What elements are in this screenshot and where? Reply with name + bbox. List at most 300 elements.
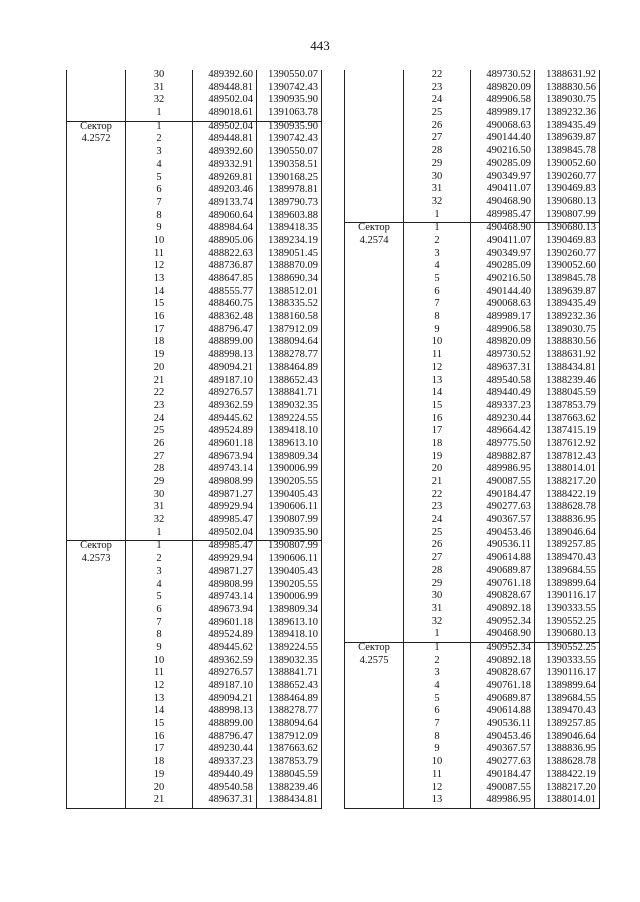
sector-cell	[345, 515, 404, 528]
x-coordinate-cell: 488736.87	[193, 261, 257, 274]
sector-cell	[345, 363, 404, 376]
y-coordinate-cell: 1391063.78	[257, 108, 322, 121]
x-coordinate-cell: 489637.31	[193, 795, 257, 808]
table-row	[67, 108, 322, 121]
y-coordinate-cell: 1388278.77	[257, 350, 322, 363]
point-number-cell: 10	[404, 337, 471, 350]
x-coordinate-cell: 489601.18	[193, 439, 257, 452]
x-coordinate-cell: 490184.47	[471, 490, 535, 503]
point-number-cell: 14	[126, 706, 193, 719]
point-number-cell: 24	[404, 95, 471, 108]
x-coordinate-cell: 489986.95	[471, 795, 535, 808]
x-coordinate-cell: 490761.18	[471, 579, 535, 592]
y-coordinate-cell: 1390405.43	[257, 490, 322, 503]
x-coordinate-cell: 490068.63	[471, 299, 535, 312]
point-number-cell: 5	[404, 694, 471, 707]
point-number-cell: 10	[126, 236, 193, 249]
page-number: 443	[310, 38, 330, 53]
x-coordinate-cell: 489540.58	[471, 376, 535, 389]
y-coordinate-cell: 1388652.43	[257, 681, 322, 694]
sector-cell	[67, 337, 126, 350]
y-coordinate-cell: 1389603.88	[257, 211, 322, 224]
x-coordinate-cell: 490614.88	[471, 706, 535, 719]
point-number-cell: 8	[404, 732, 471, 745]
x-coordinate-cell: 490689.87	[471, 694, 535, 707]
x-coordinate-cell: 490277.63	[471, 757, 535, 770]
table-row	[345, 388, 600, 401]
point-number-cell: 26	[404, 121, 471, 134]
table-row	[345, 159, 600, 172]
point-number-cell: 32	[126, 95, 193, 108]
table-row	[67, 770, 322, 783]
y-coordinate-cell: 1388830.56	[535, 83, 600, 96]
point-number-cell: 9	[126, 223, 193, 236]
sector-cell	[345, 95, 404, 108]
x-coordinate-cell: 490285.09	[471, 261, 535, 274]
y-coordinate-cell: 1388014.01	[535, 795, 600, 808]
sector-cell	[67, 261, 126, 274]
y-coordinate-cell: 1388836.95	[535, 744, 600, 757]
point-number-cell: 23	[404, 502, 471, 515]
point-number-cell: 26	[126, 439, 193, 452]
x-coordinate-cell: 489985.47	[193, 515, 257, 528]
y-coordinate-cell: 1388836.95	[535, 515, 600, 528]
x-coordinate-cell: 490087.55	[471, 783, 535, 796]
sector-cell	[67, 668, 126, 681]
sector-cell	[345, 210, 404, 223]
point-number-cell: 17	[126, 325, 193, 338]
point-number-cell: 30	[126, 490, 193, 503]
y-coordinate-cell: 1390260.77	[535, 249, 600, 262]
x-coordinate-cell: 489871.27	[193, 490, 257, 503]
point-number-cell: 31	[126, 502, 193, 515]
y-coordinate-cell: 1389470.43	[535, 706, 600, 719]
y-coordinate-cell: 1390550.07	[257, 70, 322, 83]
x-coordinate-cell: 489743.14	[193, 464, 257, 477]
x-coordinate-cell: 490689.87	[471, 566, 535, 579]
y-coordinate-cell: 1388628.78	[535, 757, 600, 770]
table-row	[67, 554, 322, 567]
table-row	[67, 236, 322, 249]
y-coordinate-cell: 1387853.79	[257, 757, 322, 770]
table-row	[345, 210, 600, 223]
y-coordinate-cell: 1388652.43	[257, 376, 322, 389]
table-row	[67, 757, 322, 770]
sector-cell	[345, 706, 404, 719]
sector-cell: Сектор	[345, 223, 404, 236]
point-number-cell: 19	[126, 350, 193, 363]
y-coordinate-cell: 1388217.20	[535, 783, 600, 796]
sector-cell	[345, 617, 404, 630]
y-coordinate-cell: 1388464.89	[257, 694, 322, 707]
y-coordinate-cell: 1390260.77	[535, 172, 600, 185]
x-coordinate-cell: 489187.10	[193, 681, 257, 694]
sector-cell	[67, 312, 126, 325]
sector-cell	[67, 719, 126, 732]
x-coordinate-cell: 489094.21	[193, 363, 257, 376]
point-number-cell: 16	[126, 312, 193, 325]
x-coordinate-cell: 488362.48	[193, 312, 257, 325]
sector-cell	[67, 160, 126, 173]
point-number-cell: 21	[126, 376, 193, 389]
sector-cell	[345, 274, 404, 287]
x-coordinate-cell: 489502.04	[193, 95, 257, 108]
table-row	[67, 719, 322, 732]
sector-cell: 4.2572	[67, 134, 126, 147]
x-coordinate-cell: 490144.40	[471, 287, 535, 300]
sector-cell	[67, 706, 126, 719]
sector-cell	[345, 401, 404, 414]
sector-cell	[345, 337, 404, 350]
y-coordinate-cell: 1388628.78	[535, 502, 600, 515]
x-coordinate-cell: 489362.59	[193, 401, 257, 414]
point-number-cell: 31	[404, 604, 471, 617]
sector-cell	[67, 567, 126, 580]
y-coordinate-cell: 1387812.43	[535, 452, 600, 465]
sector-cell	[345, 159, 404, 172]
y-coordinate-cell: 1390333.55	[535, 656, 600, 669]
point-number-cell: 2	[126, 134, 193, 147]
sector-cell	[345, 70, 404, 83]
sector-cell	[67, 108, 126, 121]
x-coordinate-cell: 489332.91	[193, 160, 257, 173]
y-coordinate-cell: 1388422.19	[535, 770, 600, 783]
y-coordinate-cell: 1390333.55	[535, 604, 600, 617]
point-number-cell: 27	[404, 553, 471, 566]
y-coordinate-cell: 1389257.85	[535, 540, 600, 553]
sector-cell	[345, 133, 404, 146]
point-number-cell: 1	[126, 541, 193, 554]
point-number-cell: 25	[404, 528, 471, 541]
sector-cell	[67, 694, 126, 707]
x-coordinate-cell: 489276.57	[193, 388, 257, 401]
x-coordinate-cell: 490468.90	[471, 629, 535, 642]
y-coordinate-cell: 1390006.99	[257, 464, 322, 477]
sector-cell	[67, 401, 126, 414]
sector-cell	[67, 249, 126, 262]
sector-cell	[67, 223, 126, 236]
table-row	[345, 681, 600, 694]
point-number-cell: 20	[404, 464, 471, 477]
y-coordinate-cell: 1389684.55	[535, 566, 600, 579]
point-number-cell: 15	[126, 299, 193, 312]
sector-cell	[67, 605, 126, 618]
sector-cell	[67, 515, 126, 528]
sector-cell	[345, 770, 404, 783]
x-coordinate-cell: 489276.57	[193, 668, 257, 681]
sector-cell	[67, 185, 126, 198]
table-row	[67, 274, 322, 287]
y-coordinate-cell: 1388512.01	[257, 287, 322, 300]
point-number-cell: 3	[404, 249, 471, 262]
sector-cell	[67, 414, 126, 427]
x-coordinate-cell: 490144.40	[471, 133, 535, 146]
sector-cell	[67, 744, 126, 757]
point-number-cell: 13	[126, 694, 193, 707]
point-number-cell: 26	[404, 540, 471, 553]
point-number-cell: 25	[404, 108, 471, 121]
sector-cell	[67, 490, 126, 503]
point-number-cell: 1	[404, 629, 471, 642]
sector-cell	[345, 452, 404, 465]
table-row	[67, 477, 322, 490]
y-coordinate-cell: 1390006.99	[257, 592, 322, 605]
point-number-cell: 11	[126, 668, 193, 681]
table-row	[67, 515, 322, 528]
x-coordinate-cell: 490828.67	[471, 591, 535, 604]
x-coordinate-cell: 488984.64	[193, 223, 257, 236]
y-coordinate-cell: 1389639.87	[535, 287, 600, 300]
y-coordinate-cell: 1388434.81	[535, 363, 600, 376]
point-number-cell: 24	[126, 414, 193, 427]
x-coordinate-cell: 489524.89	[193, 426, 257, 439]
y-coordinate-cell: 1389899.64	[535, 579, 600, 592]
y-coordinate-cell: 1389224.55	[257, 414, 322, 427]
y-coordinate-cell: 1390469.83	[535, 184, 600, 197]
x-coordinate-cell: 490411.07	[471, 236, 535, 249]
x-coordinate-cell: 488998.13	[193, 350, 257, 363]
y-coordinate-cell: 1390550.07	[257, 147, 322, 160]
x-coordinate-cell: 490892.18	[471, 604, 535, 617]
sector-cell	[345, 795, 404, 808]
y-coordinate-cell: 1390205.55	[257, 580, 322, 593]
y-coordinate-cell: 1389046.64	[535, 528, 600, 541]
point-number-cell: 5	[126, 592, 193, 605]
x-coordinate-cell: 489362.59	[193, 656, 257, 669]
point-number-cell: 32	[404, 617, 471, 630]
point-number-cell: 10	[404, 757, 471, 770]
sector-cell	[67, 783, 126, 796]
table-row	[67, 312, 322, 325]
sector-cell	[345, 579, 404, 592]
x-coordinate-cell: 489392.60	[193, 147, 257, 160]
y-coordinate-cell: 1390680.13	[535, 197, 600, 210]
y-coordinate-cell: 1389030.75	[535, 95, 600, 108]
table-row	[345, 236, 600, 249]
point-number-cell: 9	[126, 643, 193, 656]
y-coordinate-cell: 1388631.92	[535, 350, 600, 363]
sector-cell	[67, 350, 126, 363]
y-coordinate-cell: 1388014.01	[535, 464, 600, 477]
point-number-cell: 1	[126, 108, 193, 121]
y-coordinate-cell: 1389032.35	[257, 401, 322, 414]
sector-cell	[345, 719, 404, 732]
point-number-cell: 14	[126, 287, 193, 300]
x-coordinate-cell: 490952.34	[471, 642, 535, 655]
x-coordinate-cell: 488899.00	[193, 337, 257, 350]
y-coordinate-cell: 1388094.64	[257, 337, 322, 350]
x-coordinate-cell: 489060.64	[193, 211, 257, 224]
x-coordinate-cell: 489269.81	[193, 173, 257, 186]
sector-cell	[67, 477, 126, 490]
y-coordinate-cell: 1389234.19	[257, 236, 322, 249]
sector-cell	[345, 184, 404, 197]
y-coordinate-cell: 1389418.35	[257, 223, 322, 236]
point-number-cell: 27	[126, 452, 193, 465]
point-number-cell: 4	[126, 580, 193, 593]
y-coordinate-cell: 1390552.25	[535, 617, 600, 630]
y-coordinate-cell: 1390807.99	[257, 541, 322, 554]
x-coordinate-cell: 489448.81	[193, 83, 257, 96]
point-number-cell: 2	[126, 554, 193, 567]
y-coordinate-cell: 1387912.09	[257, 732, 322, 745]
point-number-cell: 6	[126, 185, 193, 198]
sector-cell	[67, 770, 126, 783]
x-coordinate-cell: 489989.17	[471, 312, 535, 325]
point-number-cell: 32	[126, 515, 193, 528]
y-coordinate-cell: 1390205.55	[257, 477, 322, 490]
sector-cell	[67, 580, 126, 593]
sector-cell: Сектор	[67, 121, 126, 134]
table-row	[345, 146, 600, 159]
point-number-cell: 5	[404, 274, 471, 287]
sector-cell	[67, 147, 126, 160]
x-coordinate-cell: 489337.23	[193, 757, 257, 770]
table-row	[345, 197, 600, 210]
y-coordinate-cell: 1388335.52	[257, 299, 322, 312]
sector-cell	[67, 274, 126, 287]
sector-cell	[67, 299, 126, 312]
sector-cell	[345, 477, 404, 490]
point-number-cell: 13	[126, 274, 193, 287]
sector-cell: Сектор	[345, 642, 404, 655]
y-coordinate-cell: 1390469.83	[535, 236, 600, 249]
x-coordinate-cell: 490216.50	[471, 274, 535, 287]
y-coordinate-cell: 1390405.43	[257, 567, 322, 580]
y-coordinate-cell: 1389899.64	[535, 681, 600, 694]
point-number-cell: 29	[404, 159, 471, 172]
table-row	[67, 567, 322, 580]
point-number-cell: 1	[404, 223, 471, 236]
coordinates-table-left	[66, 70, 322, 809]
table-row	[67, 388, 322, 401]
table-row	[67, 147, 322, 160]
y-coordinate-cell: 1387912.09	[257, 325, 322, 338]
point-number-cell: 30	[126, 70, 193, 83]
sector-cell	[67, 643, 126, 656]
point-number-cell: 2	[404, 656, 471, 669]
table-row	[345, 642, 600, 655]
point-number-cell: 2	[404, 236, 471, 249]
point-number-cell: 32	[404, 197, 471, 210]
sector-cell	[345, 146, 404, 159]
sector-cell	[67, 732, 126, 745]
x-coordinate-cell: 489820.09	[471, 337, 535, 350]
table-row	[67, 643, 322, 656]
y-coordinate-cell: 1389978.81	[257, 185, 322, 198]
point-number-cell: 8	[126, 630, 193, 643]
x-coordinate-cell: 489230.44	[471, 414, 535, 427]
x-coordinate-cell: 489637.31	[471, 363, 535, 376]
sector-cell: 4.2575	[345, 656, 404, 669]
y-coordinate-cell: 1389046.64	[535, 732, 600, 745]
table-row	[345, 795, 600, 808]
point-number-cell: 22	[404, 70, 471, 83]
sector-cell	[67, 173, 126, 186]
point-number-cell: 1	[126, 121, 193, 134]
table-row	[67, 439, 322, 452]
sector-cell	[345, 732, 404, 745]
x-coordinate-cell: 490761.18	[471, 681, 535, 694]
y-coordinate-cell: 1389790.73	[257, 198, 322, 211]
x-coordinate-cell: 490468.90	[471, 197, 535, 210]
x-coordinate-cell: 489203.46	[193, 185, 257, 198]
x-coordinate-cell: 489337.23	[471, 401, 535, 414]
y-coordinate-cell: 1389232.36	[535, 312, 600, 325]
sector-cell: 4.2573	[67, 554, 126, 567]
x-coordinate-cell: 490216.50	[471, 146, 535, 159]
x-coordinate-cell: 490453.46	[471, 732, 535, 745]
sector-cell	[67, 528, 126, 541]
y-coordinate-cell: 1390935.90	[257, 121, 322, 134]
x-coordinate-cell: 488899.00	[193, 719, 257, 732]
table-row	[345, 439, 600, 452]
y-coordinate-cell: 1389030.75	[535, 325, 600, 338]
y-coordinate-cell: 1390680.13	[535, 629, 600, 642]
x-coordinate-cell: 489540.58	[193, 783, 257, 796]
sector-cell	[345, 414, 404, 427]
x-coordinate-cell: 489929.94	[193, 554, 257, 567]
point-number-cell: 21	[126, 795, 193, 808]
x-coordinate-cell: 489775.50	[471, 439, 535, 452]
sector-cell	[345, 350, 404, 363]
y-coordinate-cell: 1389224.55	[257, 643, 322, 656]
y-coordinate-cell: 1389613.10	[257, 618, 322, 631]
x-coordinate-cell: 489392.60	[193, 70, 257, 83]
x-coordinate-cell: 489601.18	[193, 618, 257, 631]
sector-cell	[67, 757, 126, 770]
point-number-cell: 3	[404, 668, 471, 681]
x-coordinate-cell: 490367.57	[471, 515, 535, 528]
y-coordinate-cell: 1389257.85	[535, 719, 600, 732]
sector-cell	[345, 261, 404, 274]
point-number-cell: 17	[126, 744, 193, 757]
point-number-cell: 1	[404, 642, 471, 655]
sector-cell	[345, 744, 404, 757]
point-number-cell: 20	[126, 363, 193, 376]
point-number-cell: 29	[126, 477, 193, 490]
sector-cell	[67, 287, 126, 300]
x-coordinate-cell: 490614.88	[471, 553, 535, 566]
sector-cell	[345, 83, 404, 96]
point-number-cell: 6	[126, 605, 193, 618]
sector-cell	[67, 426, 126, 439]
x-coordinate-cell: 488460.75	[193, 299, 257, 312]
sector-cell	[67, 83, 126, 96]
x-coordinate-cell: 490277.63	[471, 502, 535, 515]
table-row	[345, 515, 600, 528]
point-number-cell: 4	[126, 160, 193, 173]
sector-cell	[345, 629, 404, 642]
point-number-cell: 28	[404, 566, 471, 579]
point-number-cell: 19	[404, 452, 471, 465]
point-number-cell: 16	[404, 414, 471, 427]
table-row	[345, 108, 600, 121]
sector-cell	[67, 211, 126, 224]
point-number-cell: 12	[404, 783, 471, 796]
x-coordinate-cell: 489808.99	[193, 477, 257, 490]
y-coordinate-cell: 1388830.56	[535, 337, 600, 350]
point-number-cell: 12	[126, 681, 193, 694]
y-coordinate-cell: 1388841.71	[257, 668, 322, 681]
table-row	[67, 681, 322, 694]
table-row	[345, 350, 600, 363]
sector-cell	[345, 108, 404, 121]
sector-cell	[67, 618, 126, 631]
y-coordinate-cell: 1390807.99	[257, 515, 322, 528]
point-number-cell: 3	[126, 567, 193, 580]
sector-cell	[345, 376, 404, 389]
